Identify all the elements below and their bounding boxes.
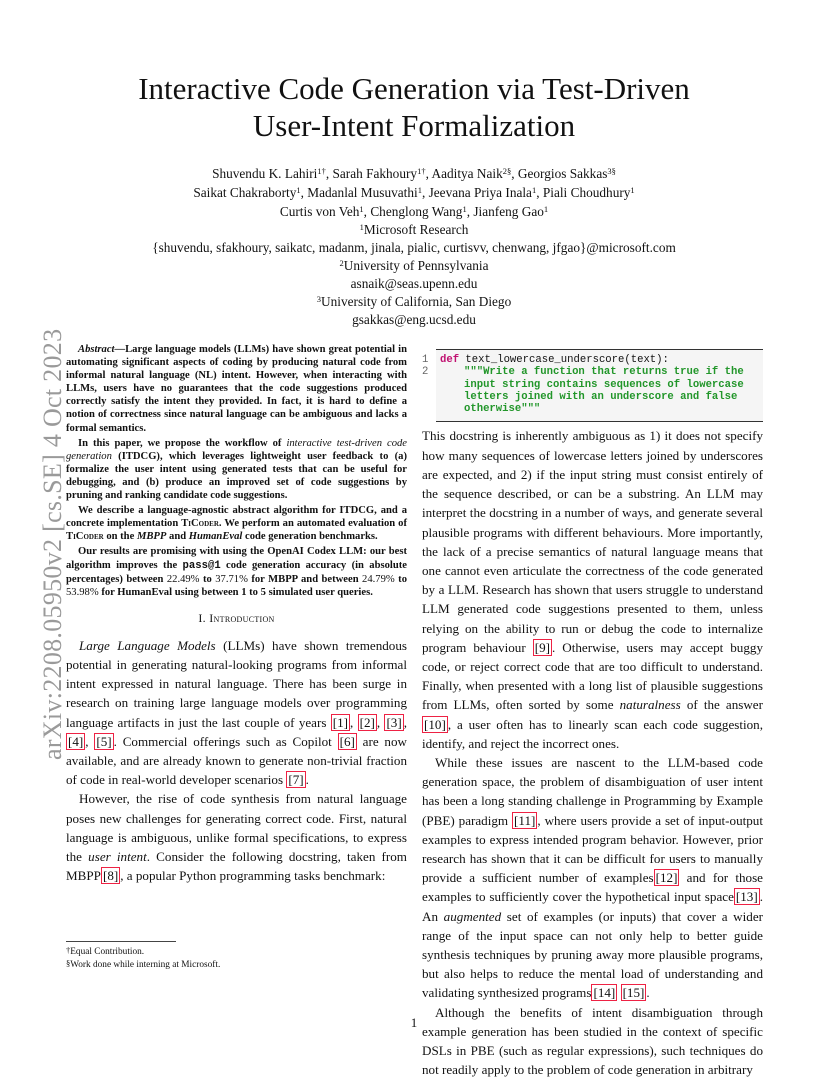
result-value: 22.49% — [166, 573, 200, 585]
author-name: Jeevana Priya Inala — [428, 185, 532, 200]
benchmark-name: MBPP — [136, 531, 167, 543]
result-value: 37.71% — [215, 573, 248, 585]
citation-link[interactable]: [11] — [514, 812, 536, 828]
body-text: . Otherwise, users may accept buggy code, or reject correct code that are too difficult to understand. Finally, when presented with a long list of plausible suggestions from LLMs, often sorted by some — [422, 639, 763, 713]
author-name: Madanlal Musuvathi — [307, 185, 418, 200]
code-keyword: def — [440, 354, 460, 366]
body-text: . Consider the following docstring, taken from MBPP — [66, 849, 407, 884]
abstract-text: on the — [103, 531, 137, 543]
section-title: Introduction — [209, 610, 275, 625]
code-line-2 — [422, 366, 763, 416]
abstract-emphasis: interactive test-driven code generation — [66, 437, 407, 462]
footnote-mark: † — [66, 945, 71, 955]
tool-name: TiCoder — [181, 518, 219, 530]
abstract-label: Abstract — [78, 344, 115, 355]
right-paragraph-3: Although the benefits of intent disambiguation through example generation has been studied in the context of specific DSLs in PBE (such as regular expressions), such techniques do not readily apply to the problem of code generation in arbitrary — [422, 1004, 763, 1078]
author-name: Jianfeng Gao — [473, 204, 544, 219]
abstract-text: We describe a language-agnostic abstract algorithm for ITDCG, and a concrete implementation — [66, 505, 407, 530]
right-paragraph-1 — [422, 426, 763, 752]
docstring-line: letters joined with an underscore and false — [464, 390, 738, 403]
body-text: (LLMs) have shown tremendous potential in generating natural-looking programs from informal intent expressed in natural language. There has been surge in research on training large language models over programming language artifacts in just the last couple of years — [66, 637, 407, 730]
author-sup: 1 — [359, 204, 364, 214]
author-sup: 1† — [317, 166, 326, 176]
intro-paragraph-2 — [66, 789, 407, 885]
footnote-text: Equal Contribution. — [70, 947, 145, 957]
citation-link[interactable]: [1] — [332, 714, 349, 730]
abstract-paragraph-1 — [66, 343, 407, 435]
body-text: This docstring is inherently ambiguous as 1) it does not specify how many sequences of lowercase letters joined by underscores are expected, and 2) if the input string must consist entirely of the sequence described, or can be a substring. An LLM may interpret the docstring in a number of ways, and generate several plausible programs with different behaviours. More importantly, the lack of a precise semantics of natural language means that one cannot even articulate the correctness of the code generated by a LLM. Research has shown that users struggle to understand LLM generated code suggestions presented to them, unless relying on the ability to run or debug the code to internalize program behaviour — [422, 428, 763, 655]
citation-link[interactable]: [13] — [735, 889, 758, 905]
title-line-2: User-Intent Formalization — [252, 108, 576, 143]
body-text: and for those examples to sufficiently cover the hypothetical input space — [422, 870, 763, 905]
docstring-line: otherwise""" — [464, 403, 541, 416]
abstract-text: and — [166, 531, 189, 543]
affiliation-name: Microsoft Research — [363, 222, 469, 237]
author-sup: 1 — [630, 185, 635, 195]
footnote-2 — [66, 959, 407, 972]
abstract-text: to — [199, 573, 216, 585]
abstract-paragraph-2 — [66, 437, 407, 502]
abstract-paragraph-4 — [66, 545, 407, 598]
body-text: of the answer — [680, 697, 763, 713]
author-sup: 1 — [531, 185, 537, 195]
abstract-text: Our results are promising with using the OpenAI Codex LLM: our best algorithm improves the — [66, 546, 407, 571]
emphasis: Large Language Models — [79, 637, 216, 653]
abstract-text: code generation benchmarks. — [242, 531, 378, 543]
affiliation-sup: 1 — [359, 222, 364, 232]
docstring-line: """Write a function that returns true if the — [464, 366, 744, 379]
code-line-1 — [422, 354, 763, 366]
author-line-2: Saikat Chakraborty$^1$, Madanlal Musuvathi$^1$, Jeevana Priya Inala$^1$, Piali Choudhury$^1$ — [193, 185, 635, 200]
body-text: , a popular Python programming tasks benchmark: — [120, 868, 386, 884]
affiliation-sup: 2 — [339, 258, 344, 268]
title-line-1: Interactive Code Generation via Test-Driven — [138, 71, 690, 106]
footnotes — [66, 946, 407, 972]
abstract-paragraph-3 — [66, 504, 407, 543]
code-listing — [422, 349, 763, 422]
abstract-text: code generation accuracy (in absolute percentages) between — [66, 559, 407, 585]
affiliation-name: University of Pennsylvania — [343, 258, 489, 273]
citation-link[interactable]: [15] — [622, 985, 645, 1001]
citation-link[interactable]: [2] — [359, 714, 375, 730]
author-name: Georgios Sakkas — [517, 166, 608, 181]
author-name: Piali Choudhury — [542, 185, 631, 200]
arxiv-stamp: arXiv:2208.05950v2 [cs.SE] 4 Oct 2023 — [38, 328, 67, 760]
footnote-rule — [66, 941, 176, 942]
metric-name: pass@1 — [182, 559, 221, 572]
affiliation-3-email: gsakkas@eng.ucsd.edu — [352, 312, 476, 327]
footnote-mark: § — [66, 958, 71, 968]
author-name: Aaditya Naik — [431, 166, 503, 181]
section-number: I. — [198, 610, 210, 625]
body-text: . Commercial offerings such as Copilot — [113, 733, 338, 749]
citation-link[interactable]: [8] — [102, 868, 119, 884]
body-text: are now available, and are already known to generate non-trivial fraction of code in real-world developer scenarios — [66, 733, 407, 788]
author-sup: 1 — [296, 185, 301, 195]
abstract-text: for HumanEval using between 1 to 5 simulated user queries. — [98, 586, 373, 598]
line-number: 1 — [422, 354, 429, 366]
affiliation-2-email: asnaik@seas.upenn.edu — [350, 276, 478, 291]
affiliation-1 — [0, 220, 828, 239]
citation-link[interactable]: [3] — [386, 714, 402, 730]
result-value: 24.79% — [362, 573, 395, 585]
left-column — [66, 343, 407, 885]
author-line-3: Curtis von Veh$^1$, Chenglong Wang$^1$, Jianfeng Gao$^1$ — [279, 204, 549, 219]
affiliation-sup: 3 — [316, 294, 322, 304]
author-sup: 1 — [462, 204, 467, 214]
citation-link[interactable]: [4] — [68, 733, 84, 749]
body-text: However, the rise of code synthesis from natural language poses new challenges for generating correct code. First, natural language is ambiguous, unlike formal specifications, to express the — [66, 791, 407, 865]
author-sup: 1† — [417, 166, 426, 176]
author-name: Curtis von Veh — [279, 204, 360, 219]
footnote-1 — [66, 946, 407, 959]
citation-link[interactable]: [10] — [424, 716, 446, 732]
author-sup: 1 — [543, 204, 549, 214]
emphasis: naturalness — [619, 697, 681, 713]
body-text: . An — [422, 889, 763, 924]
benchmark-name: HumanEval — [188, 531, 243, 543]
code-signature: text_lowercase_underscore(text): — [459, 354, 669, 366]
abstract-text: for MBPP and between — [247, 573, 363, 585]
author-sup: 2§ — [502, 166, 512, 176]
citation-link[interactable]: [14] — [593, 985, 616, 1001]
abstract-text: In this paper, we propose the workflow of — [78, 437, 287, 449]
author-name: Sarah Fakhoury — [332, 166, 418, 181]
body-text: , where users provide a set of input-output examples to express intended program behavior. However, prior research has shown that it can be difficult for users to manually provide a sufficient number of examples — [422, 812, 763, 886]
author-name: Chenglong Wang — [370, 204, 463, 219]
body-text: . — [646, 985, 650, 1001]
abstract-text: (ITDCG), which leverages lightweight user feedback to (a) formalize the user intent using generated tests that can be useful for debugging, and (b) produce an improved set of code suggestions by pruning and ranking candidate code suggestions. — [66, 450, 407, 502]
tool-name: TiCoder — [66, 531, 104, 543]
author-name: Saikat Chakraborty — [193, 185, 297, 200]
citation-link[interactable]: [7] — [288, 772, 304, 788]
right-paragraph-2 — [422, 753, 763, 1003]
line-number: 2 — [422, 366, 429, 379]
section-heading-introduction — [66, 611, 407, 626]
body-text: set of examples (or inputs) that cover a wider range of the input space can not only help to better guide synthesis techniques by pruning away more plausible programs, but also helps to reduce the mental load of understanding and validating synthesized programs — [422, 908, 763, 1001]
author-sup: 1 — [417, 185, 422, 195]
citation-link[interactable]: [6] — [339, 733, 355, 749]
right-column — [422, 349, 763, 1079]
docstring-line: input string contains sequences of lowercase — [464, 378, 744, 391]
abstract-text: to — [394, 573, 407, 585]
affiliation-3 — [0, 292, 828, 311]
abstract-text: . We perform an automated evaluation of — [218, 518, 407, 530]
code-docstring — [440, 366, 744, 415]
affiliation-name: University of California, San Diego — [321, 294, 512, 309]
citation-link[interactable]: [12] — [655, 870, 678, 886]
body-text: While these issues are nascent to the LLM-based code generation space, the problem of disambiguation of user intent has been a long standing challenge in Programming by Example (PBE) paradigm — [422, 754, 763, 828]
author-sup: 3§ — [607, 166, 616, 176]
emphasis: user intent — [88, 849, 147, 865]
paper-title — [0, 70, 828, 144]
citation-link[interactable]: [5] — [96, 733, 112, 749]
affiliation-2 — [0, 256, 828, 275]
abstract-text: —Large language models (LLMs) have shown great potential in automating significant aspects of coding by producing natural code from informal natural language (NL) intent. However, when interacting with LLMs, users have no guarantees that the code suggestions produced correctly satisfy the intent they provided. In fact, it is hard to define a notion of correctness since natural language can be ambiguous and lacks a formal semantics. — [66, 344, 407, 434]
author-name: Shuvendu K. Lahiri — [212, 166, 318, 181]
footnote-text: Work done while interning at Microsoft. — [70, 960, 221, 970]
author-line-1: Shuvendu K. Lahiri$^{1\dagger}$, Sarah Fakhoury$^{1\dagger}$, Aaditya Naik$^{2\S}$, Georgios Sakkas$^{3\S}$ — [212, 166, 616, 181]
body-text: . — [305, 772, 309, 788]
page-number: 1 — [410, 1015, 418, 1030]
citation-link[interactable]: [9] — [534, 639, 550, 655]
affiliation-1-emails: {shuvendu, sfakhoury, saikatc, madanm, jinala, pialic, curtisvv, chenwang, jfgao}@microsoft.com — [152, 240, 676, 255]
result-value: 53.98% — [66, 586, 99, 598]
body-text: , a user often has to linearly scan each code suggestion, identify, and reject the incorrect ones. — [422, 716, 763, 751]
emphasis: augmented — [443, 908, 502, 924]
intro-paragraph-1: Large Language Models (LLMs) have shown tremendous potential in generating natural-looking programs from informal intent expressed in natural language. There has been surge in research on training large language models over programming language artifacts in just the last couple of years [1] , [2] , [3] , [4] , [5] . Commercial offerings such as Copilot [6] are now available, and are already known to generate non-trivial fraction of code in real-world developer scenarios [7] . — [66, 637, 407, 788]
